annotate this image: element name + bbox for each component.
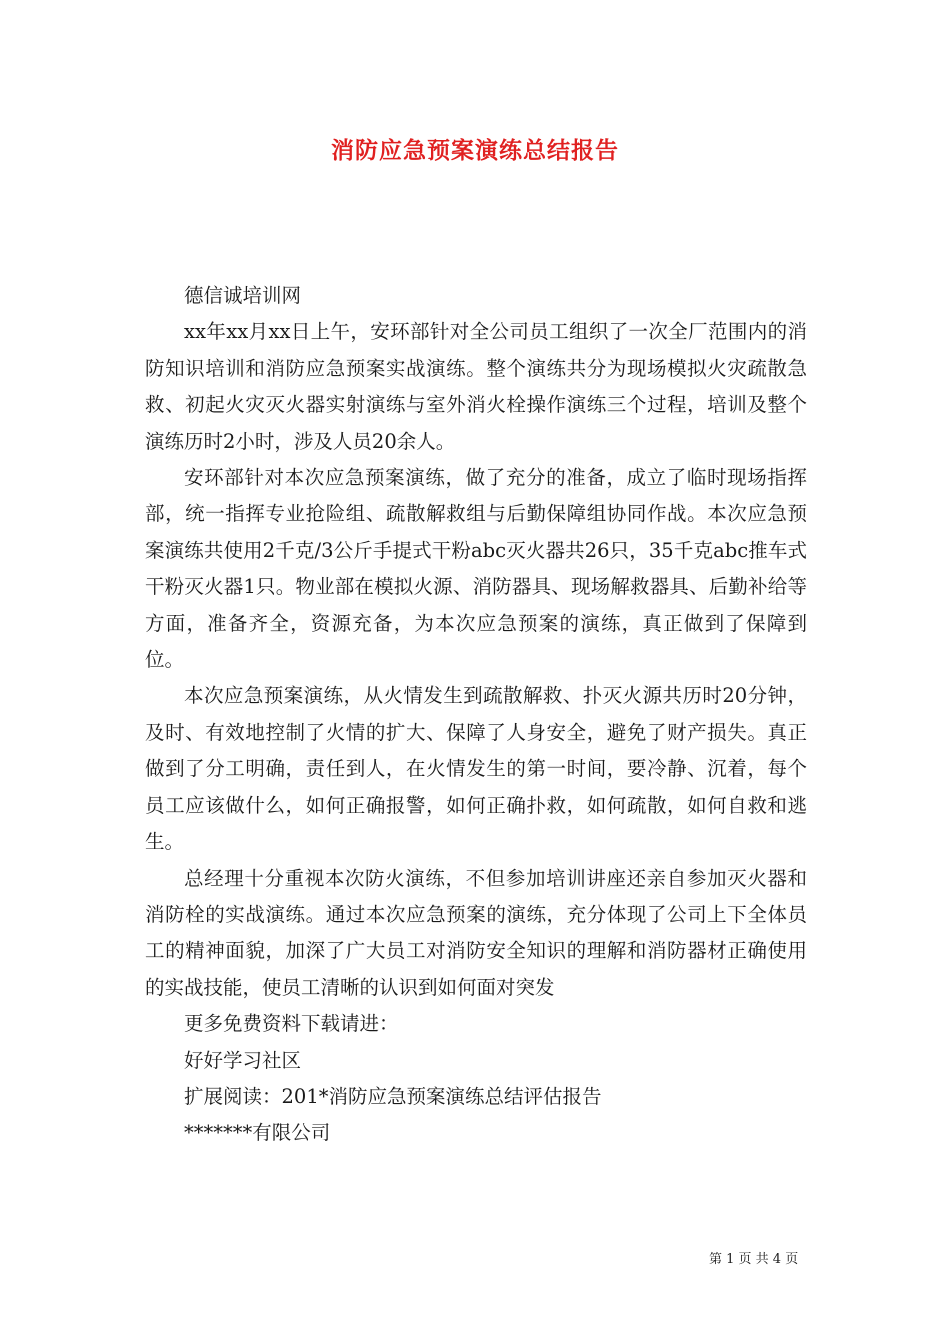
page-number: 第 1 页 共 4 页 (709, 1252, 799, 1267)
community-line: 好好学习社区 (184, 1048, 302, 1072)
paragraph-4: 总经理十分重视本次防火演练，不但参加培训讲座还亲自参加灭火器和消防栓的实战演练。通过本次应急预案的演练，充分体现了公司上下全体员工的精神面貌，加深了广大员工对消防安全知识的理解和消防器材正确使用的实战技能，使员工清晰的认识到如何面对突发 (145, 866, 807, 999)
more-download-line: 更多免费资料下载请进： (184, 1012, 399, 1036)
extended-reading-line: 扩展阅读：201*消防应急预案演练总结评估报告 (184, 1084, 602, 1108)
document-title: 消防应急预案演练总结报告 (331, 137, 619, 164)
source-line: 德信诚培训网 (184, 284, 302, 307)
paragraph-2: 安环部针对本次应急预案演练，做了充分的准备，成立了临时现场指挥部，统一指挥专业抢险组、疏散解救组与后勤保障组协同作战。本次应急预案演练共使用2千克/3公斤手提式干粉abc灭火器共26只，35千克abc推车式干粉灭火器1只。物业部在模拟火源、消防器具、现场解救器具、后勤补给等方面，准备齐全，资源充备，为本次应急预案的演练，真正做到了保障到位。 (145, 466, 807, 672)
document-body (145, 278, 807, 1152)
paragraph-3: 本次应急预案演练，从火情发生到疏散解救、扑灭火源共历时20分钟，及时、有效地控制了火情的扩大、保障了人身安全，避免了财产损失。真正做到了分工明确，责任到人，在火情发生的第一时间，要冷静、沉着，每个员工应该做什么，如何正确报警，如何正确扑救，如何疏散，如何自救和逃生。 (145, 684, 807, 854)
paragraph-1: xx年xx月xx日上午，安环部针对全公司员工组织了一次全厂范围内的消防知识培训和消防应急预案实战演练。整个演练共分为现场模拟火灾疏散急救、初起火灾灭火器实射演练与室外消火栓操作演练三个过程，培训及整个演练历时2小时，涉及人员20余人。 (145, 320, 807, 453)
company-line: *******有限公司 (184, 1121, 331, 1145)
